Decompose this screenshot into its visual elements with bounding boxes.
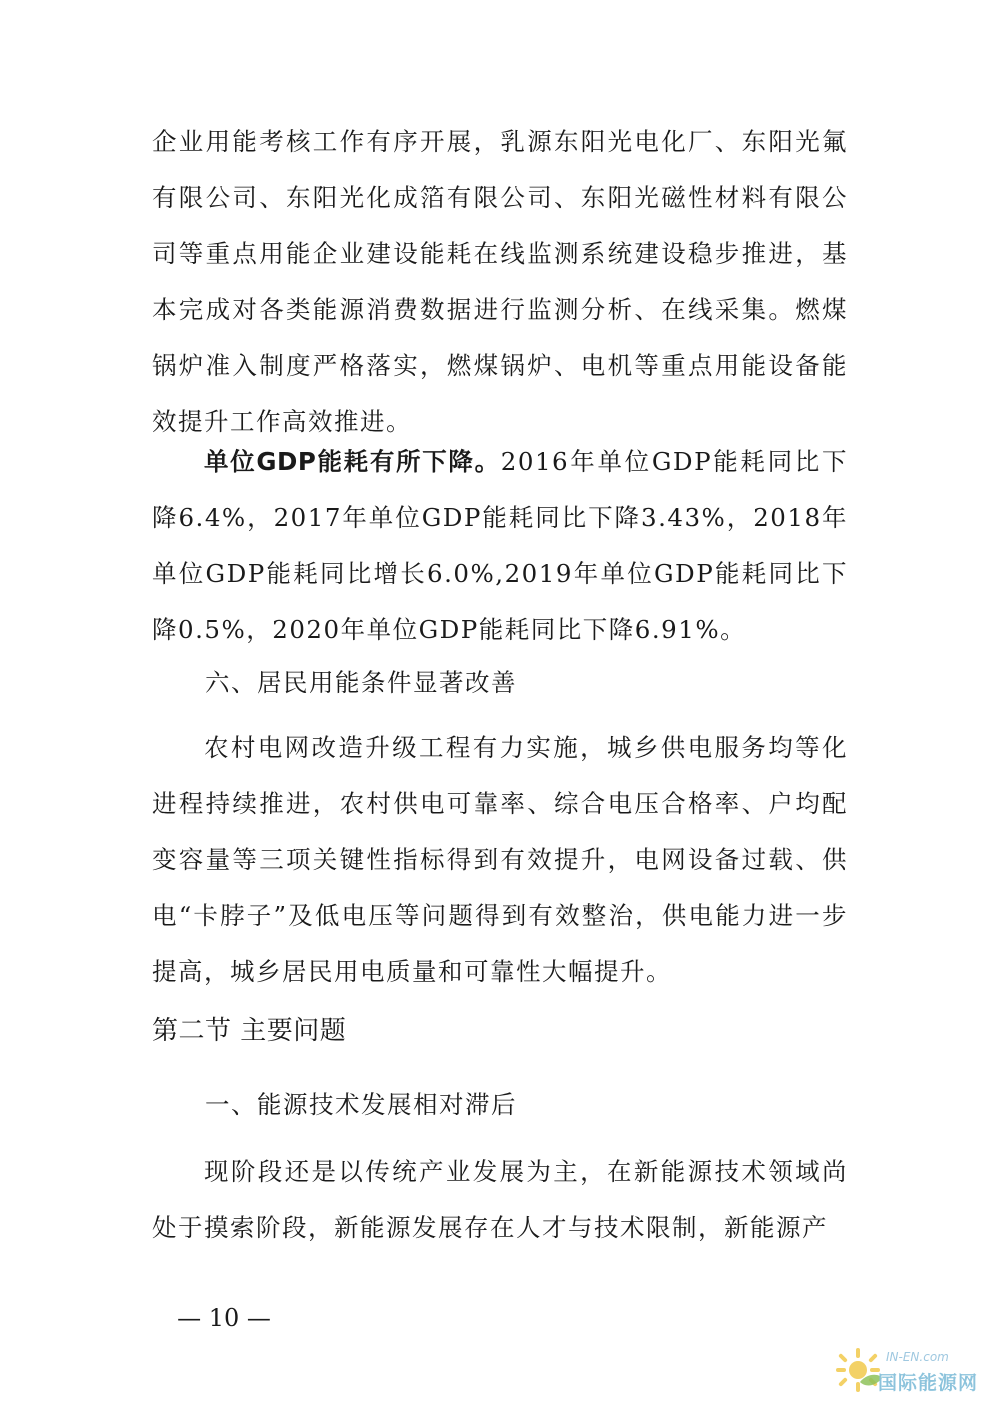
paragraph-text: 现阶段还是以传统产业发展为主，在新能源技术领域尚处于摸索阶段，新能源发展存在人才与技术限制，新能源产: [152, 1157, 848, 1242]
page-number: — 10 —: [177, 1304, 271, 1332]
watermark-name: 国际能源网: [878, 1372, 979, 1394]
paragraph-rural-grid: [152, 720, 848, 1000]
section-title: 第二节 主要问题: [152, 1016, 347, 1046]
paragraph-text: 农村电网改造升级工程有力实施，城乡供电服务均等化进程持续推进，农村供电可靠率、综合电压合格率、户均配变容量等三项关键性指标得到有效提升，电网设备过载、供电“卡脖子”及低电压等问题得到有效整治，供电能力进一步提高，城乡居民用电质量和可靠性大幅提升。: [152, 733, 848, 986]
subheading-residential-energy: 六、居民用能条件显著改善: [205, 668, 517, 697]
paragraph-energy-assessment: [152, 114, 848, 450]
paragraph-text: [152, 434, 848, 658]
watermark-logo: [830, 1336, 990, 1406]
paragraph-text: 企业用能考核工作有序开展，乳源东阳光电化厂、东阳光氟有限公司、东阳光化成箔有限公司、东阳光磁性材料有限公司等重点用能企业建设能耗在线监测系统建设稳步推进，基本完成对各类能源消费数据进行监测分析、在线采集。燃煤锅炉准入制度严格落实，燃煤锅炉、电机等重点用能设备能效提升工作高效推进。: [152, 127, 848, 436]
paragraph-lead-bold: 单位GDP能耗有所下降。: [204, 447, 501, 476]
paragraph-gdp-energy: [152, 434, 848, 658]
paragraph-body: 2016年单位GDP能耗同比下降6.4%，2017年单位GDP能耗同比下降3.43%，2018年单位GDP能耗同比增长6.0%,2019年单位GDP能耗同比下降0.5%，2020年单位GDP能耗同比下降6.91%。: [152, 447, 848, 644]
watermark-site: IN-EN.com: [886, 1350, 949, 1364]
paragraph-traditional-industry: [152, 1144, 848, 1256]
subheading-energy-technology: 一、能源技术发展相对滞后: [205, 1090, 517, 1119]
